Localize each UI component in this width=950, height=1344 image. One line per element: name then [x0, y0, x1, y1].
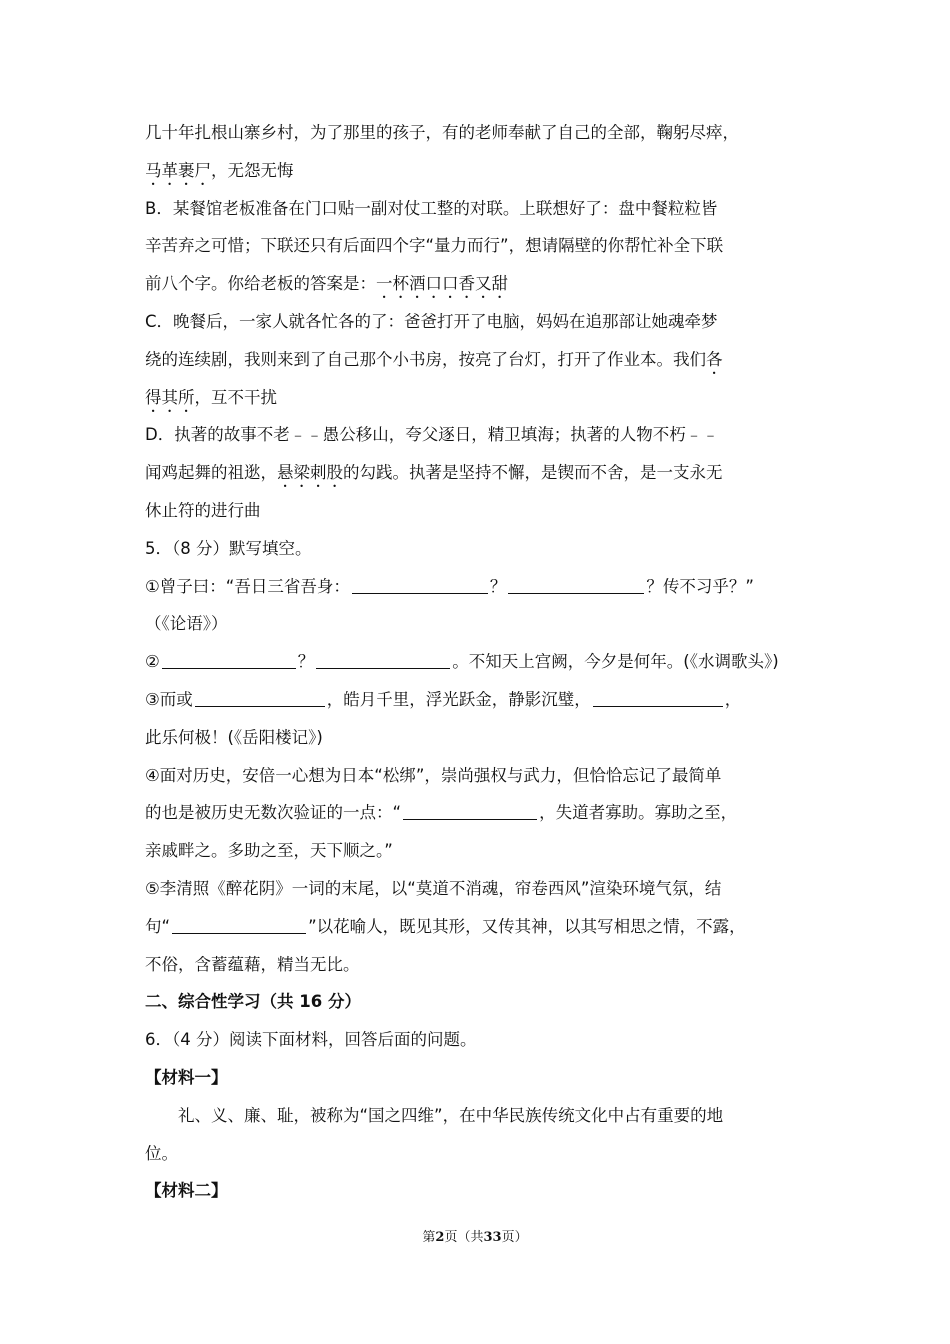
material-1-text — [145, 1097, 810, 1135]
source-citation — [145, 605, 810, 643]
text-line — [145, 832, 810, 870]
answer-blank[interactable] — [195, 690, 325, 707]
text-segment: ？传不习乎？” — [646, 576, 754, 596]
text-segment: ， — [724, 689, 742, 709]
text-line — [145, 152, 810, 190]
page-number: 2 — [435, 1230, 445, 1245]
option-d-line — [145, 416, 810, 454]
text-segment: 此乐何极！(《岳阳楼记》) — [145, 727, 323, 747]
text-segment: ⑤李清照《醉花阴》一词的末尾，以“莫道不消魂，帘卷西风”渲染环境气氛，结 — [145, 878, 722, 898]
answer-blank[interactable] — [316, 652, 450, 669]
fill-in-item-5 — [145, 870, 810, 908]
fill-in-item-3 — [145, 681, 810, 719]
text-segment: （《论语》） — [145, 614, 228, 634]
page-content — [145, 114, 810, 1210]
answer-blank[interactable] — [403, 803, 537, 820]
fill-in-item-1 — [145, 568, 810, 606]
text-segment: 【材料一】 — [145, 1067, 228, 1087]
fill-in-item-2 — [145, 643, 810, 681]
text-segment: ，互不干扰 — [194, 387, 277, 407]
question-5-heading — [145, 530, 810, 568]
text-segment: 。不知天上宫阙，今夕是何年。(《水调歌头》) — [452, 652, 779, 672]
text-line — [145, 379, 810, 417]
text-segment: 几十年扎根山寨乡村，为了那里的孩子，有的老师奉献了自己的全部，鞠躬尽瘁， — [145, 123, 739, 142]
text-segment: 不俗，含蓄蕴藉，精当无比。 — [145, 954, 360, 974]
text-segment: ③而或 — [145, 689, 193, 709]
fill-in-item-4 — [145, 757, 810, 795]
text-segment: 休止符的进行曲 — [145, 500, 261, 520]
page-footer — [0, 1226, 950, 1245]
text-segment: 句“ — [145, 916, 171, 936]
text-segment: ”以花喻人，既见其形，又传其神，以其写相思之情，不露， — [308, 916, 746, 936]
footer-text: 第 — [422, 1230, 436, 1245]
text-segment: C．晚餐后，一家人就各忙各的了：爸爸打开了电脑，妈妈在追那部让她魂牵梦 — [145, 311, 718, 331]
text-segment: D．执著的故事不老﹣﹣愚公移山，夸父逐日，精卫填海；执著的人物不朽﹣﹣ — [145, 425, 719, 445]
text-line — [145, 794, 810, 832]
text-segment: 位。 — [145, 1143, 178, 1163]
text-segment: B．某餐馆老板准备在门口贴一副对仗工整的对联。上联想好了：盘中餐粒粒皆 — [145, 198, 718, 218]
footer-text: 页） — [501, 1230, 528, 1245]
option-b-line — [145, 190, 810, 228]
text-line — [145, 719, 810, 757]
question-6-heading — [145, 1021, 810, 1059]
emphasized-char: 各 — [706, 349, 723, 369]
text-segment: 前八个字。你给老板的答案是： — [145, 274, 376, 294]
text-segment: 二、综合性学习（共 16 分） — [145, 992, 361, 1012]
text-segment: 的也是被历史无数次验证的一点：“ — [145, 803, 402, 823]
text-segment: 辛苦弃之可惜；下联还只有后面四个字“量力而行”，想请隔壁的你帮忙补全下联 — [145, 236, 724, 256]
material-1-label — [145, 1059, 810, 1097]
text-segment: ，皓月千里，浮光跃金，静影沉璧， — [326, 689, 591, 709]
emphasized-idiom: 马革裹尸 — [145, 160, 211, 180]
text-segment: ④面对历史，安倍一心想为日本“松绑”，崇尚强权与武力，但恰恰忘记了最简单 — [145, 765, 722, 785]
text-segment: 闻鸡起舞的祖逖， — [145, 463, 277, 483]
text-segment: 【材料二】 — [145, 1181, 228, 1201]
text-segment: ② — [145, 652, 160, 672]
text-line — [145, 1135, 810, 1173]
emphasized-answer: 一杯酒口口香又甜 — [376, 274, 508, 294]
answer-blank[interactable] — [352, 577, 488, 594]
text-segment: ？ — [489, 576, 507, 596]
section-heading — [145, 983, 810, 1021]
text-segment: 绕的连续剧，我则来到了自己那个小书房，按亮了台灯，打开了作业本。我们 — [145, 349, 706, 369]
text-line — [145, 454, 810, 492]
footer-text: 页（共 — [444, 1230, 484, 1245]
option-c-line — [145, 303, 810, 341]
text-segment: 6．（4 分）阅读下面材料，回答后面的问题。 — [145, 1030, 477, 1050]
text-segment: 礼、义、廉、耻，被称为“国之四维”，在中华民族传统文化中占有重要的地 — [178, 1105, 724, 1125]
emphasized-idiom: 得其所 — [145, 387, 195, 407]
material-2-label — [145, 1172, 810, 1210]
answer-blank[interactable] — [172, 917, 306, 934]
emphasized-idiom: 悬梁刺股 — [277, 463, 343, 483]
text-segment: 的勾践。执著是坚持不懈，是锲而不舍，是一支永无 — [343, 463, 723, 483]
text-line — [145, 492, 810, 530]
text-segment: ？ — [297, 652, 315, 672]
text-line — [145, 908, 810, 946]
text-segment: 5．（8 分）默写填空。 — [145, 538, 312, 558]
total-pages: 33 — [483, 1230, 502, 1245]
text-line — [145, 227, 810, 265]
answer-blank[interactable] — [508, 577, 644, 594]
answer-blank[interactable] — [593, 690, 723, 707]
text-line — [145, 341, 810, 379]
text-segment: ，无怨无悔 — [211, 160, 294, 180]
text-line — [145, 265, 810, 303]
text-line — [145, 946, 810, 984]
text-line — [145, 114, 810, 152]
text-segment: 亲戚畔之。多助之至，天下顺之。” — [145, 841, 393, 861]
text-segment: ①曾子曰：“吾日三省吾身： — [145, 576, 350, 596]
answer-blank[interactable] — [162, 652, 296, 669]
text-segment: ，失道者寡助。寡助之至， — [539, 803, 738, 823]
